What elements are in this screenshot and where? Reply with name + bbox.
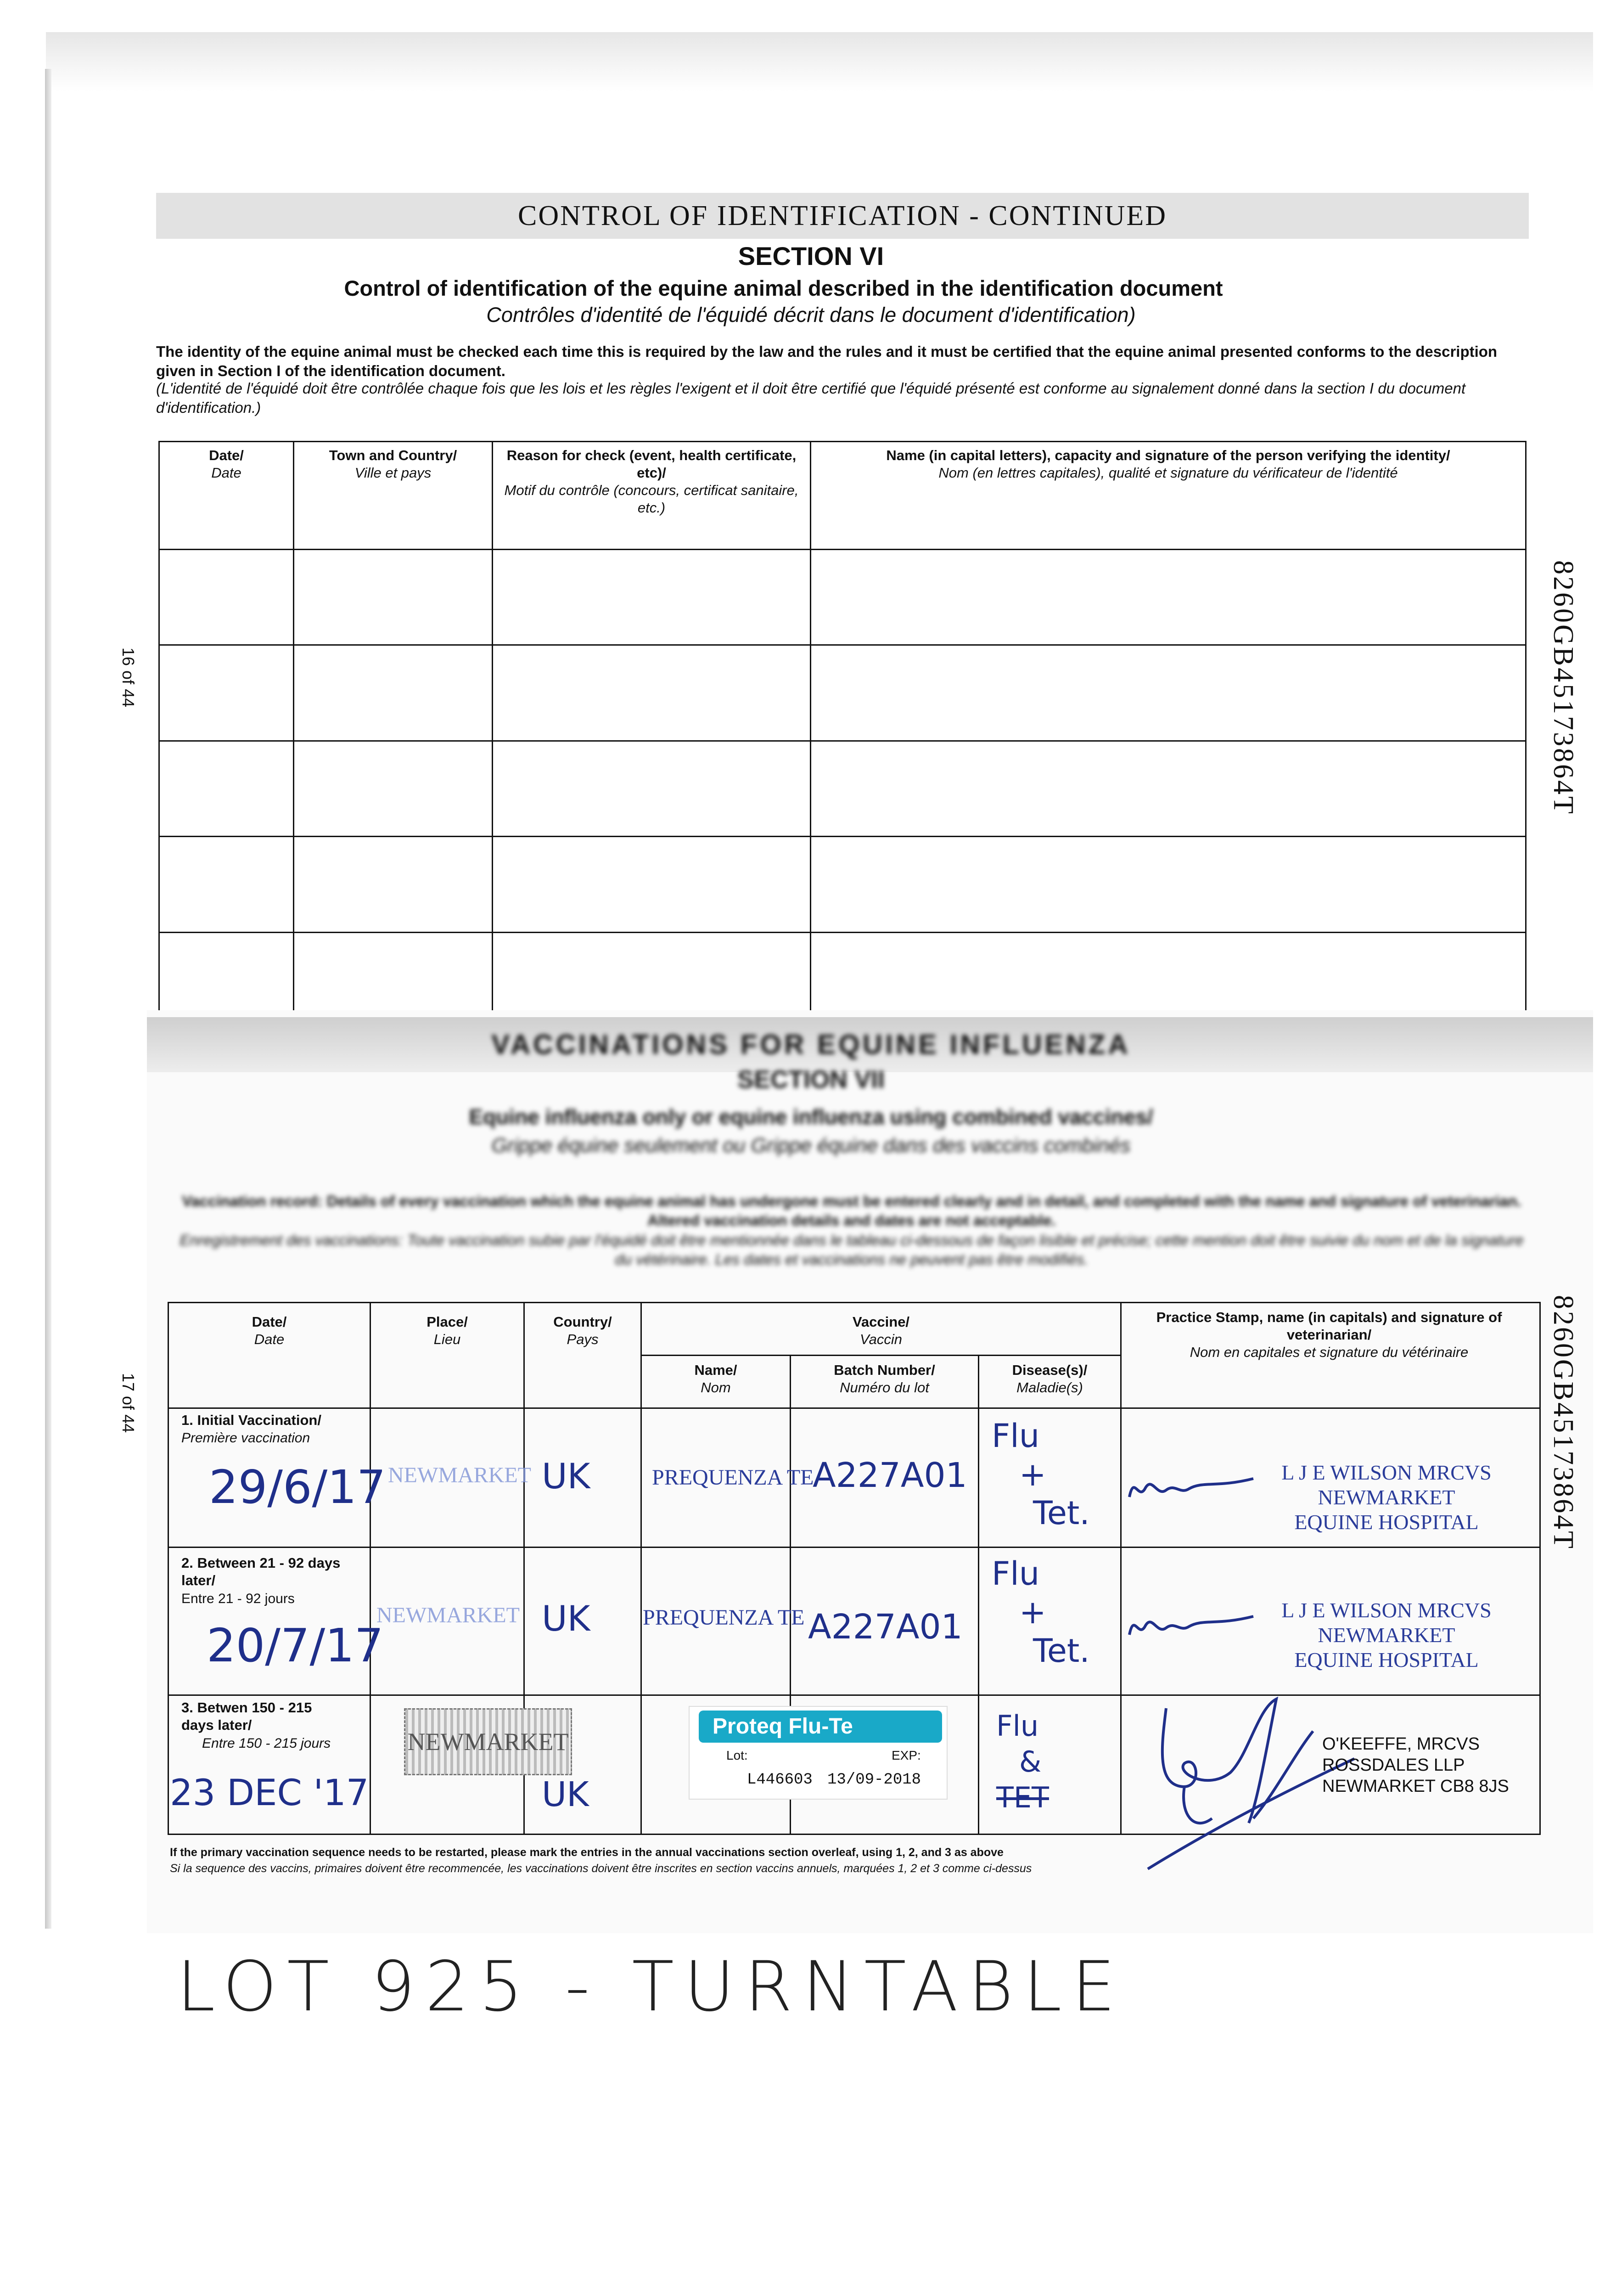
row2-signature [1125,1607,1263,1644]
identity-check-row [159,550,1526,645]
row1-label: 1. Initial Vaccination/ [181,1412,321,1428]
row2-place: NEWMARKET [376,1603,520,1627]
row3-disease: Flu & TET [996,1709,1049,1814]
row2-stamp: L J E WILSON MRCVS NEWMARKET EQUINE HOSPITAL [1281,1598,1492,1671]
vacc-col-place-header: Place/ Lieu [427,1314,468,1347]
section6-instruction-en: The identity of the equine animal must be checked each time this is required by the law and the rules and it must be certified that the equine animal presented conforms to the description given in Section I of the identification document. [156,343,1498,379]
identity-check-table [158,441,1527,1029]
section7-footnote-fr: Si la sequence des vaccins, primaires doivent être recommencée, les vaccinations doivent être inscrites en section vaccins annuels, marquées 1, 2 et 3 comme ci-dessus [170,1862,1032,1875]
row1-label-fr: Première vaccination [181,1430,310,1446]
vacc-col-date-header: Date/ Date [252,1314,287,1347]
passport-serial-upper: 8260GB45173864T [1548,560,1579,816]
scan-shadow-top [46,32,1593,92]
divider [978,1355,979,1834]
vacc-col-batch-header: Batch Number/ Numéro du lot [834,1362,935,1396]
divider [640,1355,1120,1356]
section6-subtitle-fr: Contrôles d'identité de l'équidé décrit dans le document d'identification) [486,303,1136,326]
section6-subtitle-en: Control of identification of the equine animal described in the identification document [344,276,1223,300]
section7-header: VACCINATIONS FOR EQUINE INFLUENZA [491,1029,1131,1060]
identity-check-row [159,645,1526,741]
section7-record-fr: Enregistrement des vaccinations: Toute vaccination subie par l'équidé doit être mentionnée dans le tableau ci-dessous de façon lisible et précise; cette mention doit être suivie du nom et de la signature du vétérinaire. Les dates et vaccinations ne peuvent pas être modifiés. [180,1232,1524,1268]
row2-label-fr: Entre 21 - 92 jours [181,1591,295,1606]
section6-title: SECTION VI [738,242,884,270]
row3-exp-label: EXP: [892,1748,921,1762]
row3-lot: L446603 [747,1771,813,1789]
row3-date: 23 DEC '17 [170,1773,369,1814]
col-reason-header: Reason for check (event, health certificate, etc)/ Motif du contrôle (concours, certificat sanitaire, etc.) [493,442,811,550]
section7-subtitle-en: Equine influenza only or equine influenza using combined vaccines/ [469,1105,1153,1129]
row1-disease: Flu + Tet. [992,1417,1090,1532]
col-date-header: Date/ Date [159,442,294,550]
identity-check-row [159,741,1526,836]
row2-vaccine-name: PREQUENZA TE [643,1605,805,1630]
row3-country: UK [542,1775,589,1814]
identity-check-row [159,837,1526,932]
passport-serial-lower: 8260GB45173864T [1548,1295,1579,1550]
row1-batch: A227A01 [813,1456,967,1495]
page-number-16: 16 of 44 [119,647,138,708]
page-left-edge [45,69,51,1929]
row3-stamp: O'KEEFFE, MRCVS ROSSDALES LLP NEWMARKET CB8 8JS [1322,1734,1509,1796]
row3-lot-label: Lot: [726,1748,748,1762]
row2-date: 20/7/17 [207,1619,384,1672]
section6-header-bar [156,193,1529,239]
vacc-col-country-header: Country/ Pays [553,1314,612,1347]
vacc-col-stamp-header: Practice Stamp, name (in capitals) and signature of veterinarian/ Nom en capitales et signature du vétérinaire [1156,1309,1502,1360]
section6-header: CONTROL OF IDENTIFICATION - CONTINUED [517,200,1167,231]
section6-instruction-fr: (L'identité de l'équidé doit être contrôlée chaque fois que les lois et les règles l'exigent et il doit être certifié que l'équidé présenté est conforme au signalement donné dans la section I du document d'identification.) [156,380,1466,416]
divider [168,1547,1539,1548]
row3-vaccine-sticker [689,1706,948,1800]
row1-stamp: L J E WILSON MRCVS NEWMARKET EQUINE HOSPITAL [1281,1461,1492,1534]
row3-label: 3. Betwen 150 - 215 days later/ [181,1699,312,1733]
divider [168,1407,1539,1409]
row2-country: UK [542,1598,590,1639]
divider [1120,1302,1122,1834]
vacc-col-name-header: Name/ Nom [694,1362,737,1396]
row1-country: UK [542,1456,590,1497]
page-number-17: 17 of 44 [119,1373,138,1433]
row2-label: 2. Between 21 - 92 days later/ [181,1555,341,1588]
row2-batch: A227A01 [808,1607,963,1647]
row1-signature [1125,1469,1263,1506]
section7-subtitle-fr: Grippe équine seulement ou Grippe équine dans des vaccins combinés [491,1134,1131,1157]
vacc-col-vaccine-header: Vaccine/ Vaccin [852,1314,910,1347]
row3-place-stamp: NEWMARKET [404,1708,572,1775]
row1-vaccine-name: PREQUENZA TE [652,1465,814,1490]
section7-title: SECTION VII [737,1066,885,1093]
row3-exp: 13/09-2018 [827,1771,921,1789]
row1-date: 29/6/17 [209,1460,386,1514]
section7-footnote-en: If the primary vaccination sequence needs to be restarted, please mark the entries in the annual vaccinations section overleaf, using 1, 2, and 3 as above [170,1846,1004,1859]
row3-vaccine-label: Proteq Flu-Te [699,1711,942,1743]
divider [370,1302,371,1834]
row1-place: NEWMARKET [388,1463,531,1487]
row2-disease: Flu + Tet. [992,1555,1090,1670]
section7-record-en: Vaccination record: Details of every vaccination which the equine animal has undergone must be entered clearly and in detail, and completed with the name and signature of veterinarian. Altered vaccination details and dates are not acceptable. [182,1193,1521,1229]
handwritten-lot-note: LOT 925 - TURNTABLE [177,1947,1126,2027]
col-town-header: Town and Country/ Ville et pays [294,442,493,550]
col-name-header: Name (in capital letters), capacity and signature of the person verifying the identity/ Nom (en lettres capitales), qualité et signature du vérificateur de l'identité [811,442,1526,550]
vacc-col-disease-header: Disease(s)/ Maladie(s) [1012,1362,1088,1396]
identity-check-header-row [159,442,1526,550]
row3-label-fr: Entre 150 - 215 jours [202,1736,331,1751]
